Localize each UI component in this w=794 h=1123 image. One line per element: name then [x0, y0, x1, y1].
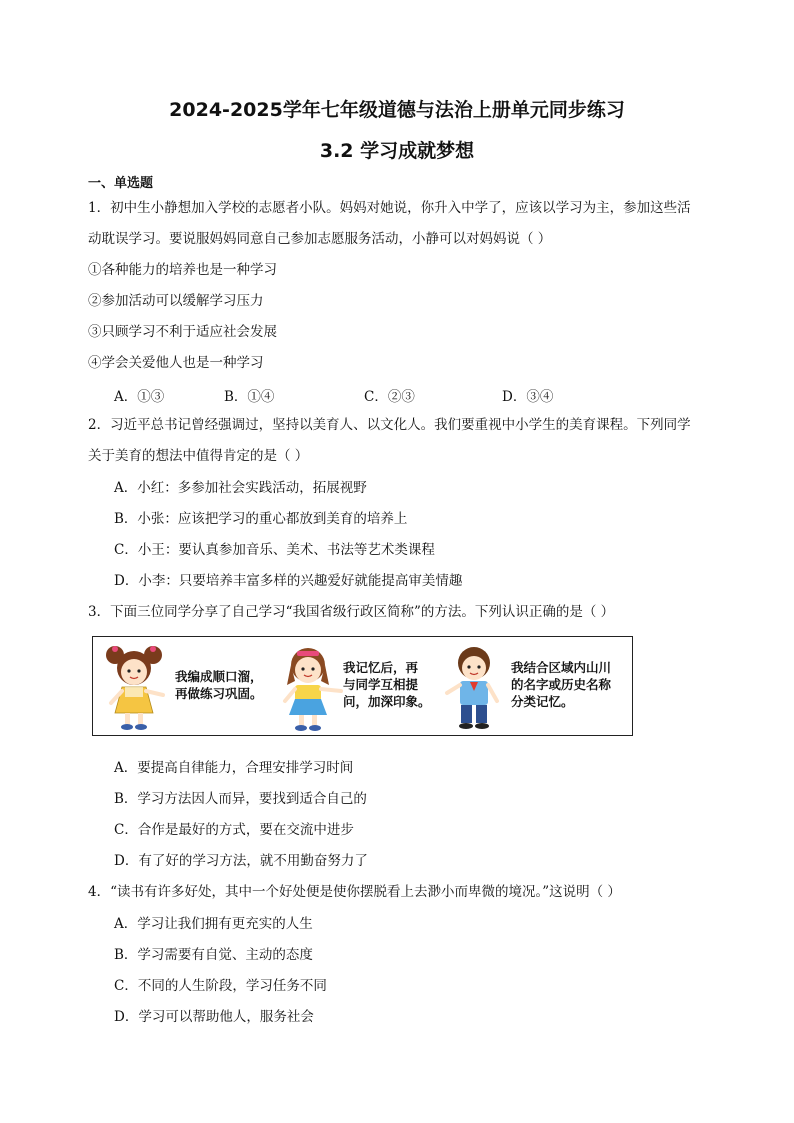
- q3-stem: 3．下面三位同学分享了自己学习“我国省级行政区简称”的方法。下列认识正确的是（ ）: [88, 604, 615, 620]
- q2-stem-line2: 关于美育的想法中值得肯定的是（ ）: [88, 448, 309, 464]
- speech-bubble-3: 我结合区域内山川 的名字或历史名称 分类记忆。: [511, 660, 612, 709]
- q1-item-3: ③只顾学习不利于适应社会发展: [88, 324, 277, 340]
- q2-stem-line1: 2．习近平总书记曾经强调过，坚持以美育人、以文化人。我们要重视中小学生的美育课程。下列同学: [88, 417, 691, 433]
- q3-option-c[interactable]: C．合作是最好的方式，要在交流中进步: [114, 822, 354, 838]
- girl-student-1-illustration: [101, 641, 169, 733]
- q1-option-c[interactable]: C．②③: [364, 389, 415, 405]
- girl-student-2-illustration: [275, 641, 345, 733]
- speech-bubble-1: 我编成顺口溜， 再做练习巩固。: [175, 669, 263, 701]
- q4-option-a[interactable]: A．学习让我们拥有更充实的人生: [114, 916, 313, 932]
- section-heading: 一、单选题: [88, 176, 154, 191]
- q4-stem: 4．“读书有许多好处，其中一个好处便是使你摆脱看上去渺小而卑微的境况。”这说明（ ）: [88, 884, 621, 900]
- speech-bubble-2: 我记忆后，再 与同学互相提 问，加深印象。: [343, 660, 431, 709]
- q1-option-d[interactable]: D．③④: [502, 389, 554, 405]
- document-subtitle: 3.2 学习成就梦想: [319, 140, 475, 162]
- document-title: 2024-2025学年七年级道德与法治上册单元同步练习: [169, 99, 625, 121]
- q1-stem-line2: 动耽误学习。要说服妈妈同意自己参加志愿服务活动，小静可以对妈妈说（ ）: [88, 231, 552, 247]
- q1-option-a[interactable]: A．①③: [114, 389, 165, 405]
- q2-option-d[interactable]: D．小李：只要培养丰富多样的兴趣爱好就能提高审美情趣: [114, 573, 463, 589]
- q2-option-b[interactable]: B．小张：应该把学习的重心都放到美育的培养上: [114, 511, 408, 527]
- q2-option-a[interactable]: A．小红：多参加社会实践活动，拓展视野: [114, 480, 367, 496]
- q4-option-b[interactable]: B．学习需要有自觉、主动的态度: [114, 947, 313, 963]
- q3-illustration: [92, 636, 633, 736]
- boy-student-illustration: [443, 641, 509, 733]
- q1-item-1: ①各种能力的培养也是一种学习: [88, 262, 277, 278]
- q1-option-b[interactable]: B．①④: [224, 389, 275, 405]
- q3-option-d[interactable]: D．有了好的学习方法，就不用勤奋努力了: [114, 853, 368, 869]
- q1-item-4: ④学会关爱他人也是一种学习: [88, 355, 264, 371]
- q2-option-c[interactable]: C．小王：要认真参加音乐、美术、书法等艺术类课程: [114, 542, 435, 558]
- q4-option-d[interactable]: D．学习可以帮助他人，服务社会: [114, 1009, 314, 1025]
- q4-option-c[interactable]: C．不同的人生阶段，学习任务不同: [114, 978, 327, 994]
- q3-option-a[interactable]: A．要提高自律能力，合理安排学习时间: [114, 760, 354, 776]
- q1-item-2: ②参加活动可以缓解学习压力: [88, 293, 264, 309]
- q1-stem-line1: 1．初中生小静想加入学校的志愿者小队。妈妈对她说，你升入中学了，应该以学习为主，参加这些活: [88, 200, 691, 216]
- q3-option-b[interactable]: B．学习方法因人而异，要找到适合自己的: [114, 791, 367, 807]
